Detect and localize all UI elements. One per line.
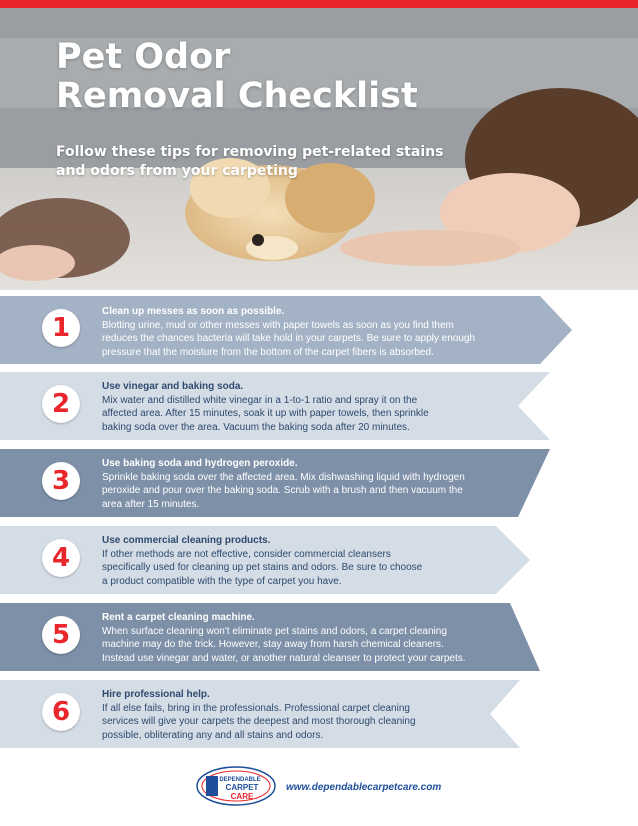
hero-photo bbox=[0, 8, 638, 290]
checklist-step-2 bbox=[0, 372, 550, 440]
checklist-step-4 bbox=[0, 526, 530, 594]
step-3-heading: Use baking soda and hydrogen peroxide. bbox=[102, 458, 298, 469]
page-title bbox=[56, 38, 418, 116]
step-2-number: 2 bbox=[42, 385, 80, 423]
top-accent-bar bbox=[0, 0, 638, 8]
page-subtitle: Follow these tips for removing pet-related stains and odors from your carpeting bbox=[56, 144, 444, 179]
checklist-step-3 bbox=[0, 449, 550, 517]
step-1-heading: Clean up messes as soon as possible. bbox=[102, 306, 285, 317]
website-link[interactable]: www.dependablecarpetcare.com bbox=[286, 782, 442, 793]
checklist-step-6 bbox=[0, 680, 520, 748]
step-1-number: 1 bbox=[42, 309, 80, 347]
title-line-1: Pet Odor bbox=[56, 37, 231, 77]
step-5-heading: Rent a carpet cleaning machine. bbox=[102, 612, 255, 623]
logo-text-2: CARPET bbox=[225, 783, 259, 792]
step-5-number: 5 bbox=[42, 616, 80, 654]
step-4-text bbox=[102, 534, 422, 588]
step-3-number: 3 bbox=[42, 462, 80, 500]
step-3-text bbox=[102, 457, 465, 511]
step-6-body: If all else fails, bring in the professionals. Professional carpet cleaning services will give your carpets the deepest and most thorough cleaning possible, obliterating any and all stains and odors. bbox=[102, 702, 416, 741]
step-4-number: 4 bbox=[42, 539, 80, 577]
title-line-2: Removal Checklist bbox=[56, 76, 418, 116]
checklist-step-5 bbox=[0, 603, 540, 671]
step-3-body: Sprinkle baking soda over the affected area. Mix dishwashing liquid with hydrogen peroxide and pour over the baking soda. Scrub with a brush and then vacuum the area after 15 minutes. bbox=[102, 471, 465, 510]
step-5-body: When surface cleaning won't eliminate pet stains and odors, a carpet cleaning machine may do the trick. However, stay away from harsh chemical cleaners. Instead use vinegar and water, or another natural cleanser to protect your carpets. bbox=[102, 625, 466, 664]
step-6-number: 6 bbox=[42, 693, 80, 731]
step-5-text bbox=[102, 611, 466, 665]
step-2-heading: Use vinegar and baking soda. bbox=[102, 381, 244, 392]
logo-text-3: CARE bbox=[230, 792, 254, 801]
step-2-body: Mix water and distilled white vinegar in a 1-to-1 ratio and spray it on the affected area. After 15 minutes, soak it up with paper towels, then sprinkle baking soda over the area. Vacuum the baking soda after 20 minutes. bbox=[102, 394, 429, 433]
step-2-text bbox=[102, 380, 429, 434]
step-4-body: If other methods are not effective, consider commercial cleansers specifically used for cleaning up pet stains and odors. Be sure to choose a product compatible with the type of carpet you have. bbox=[102, 548, 423, 587]
checklist-step-1 bbox=[0, 296, 572, 364]
step-1-body: Blotting urine, mud or other messes with paper towels as soon as you find them reduces the chances bacteria will take hold in your carpets. Be sure to apply enough pressure that the moisture from the bottom of the carpet fibers is absorbed. bbox=[102, 319, 475, 358]
step-6-heading: Hire professional help. bbox=[102, 689, 210, 700]
company-logo[interactable] bbox=[196, 766, 276, 806]
step-6-text bbox=[102, 688, 416, 742]
logo-text-1: DEPENDABLE bbox=[219, 777, 261, 783]
step-1-text bbox=[102, 305, 475, 359]
step-4-heading: Use commercial cleaning products. bbox=[102, 535, 271, 546]
